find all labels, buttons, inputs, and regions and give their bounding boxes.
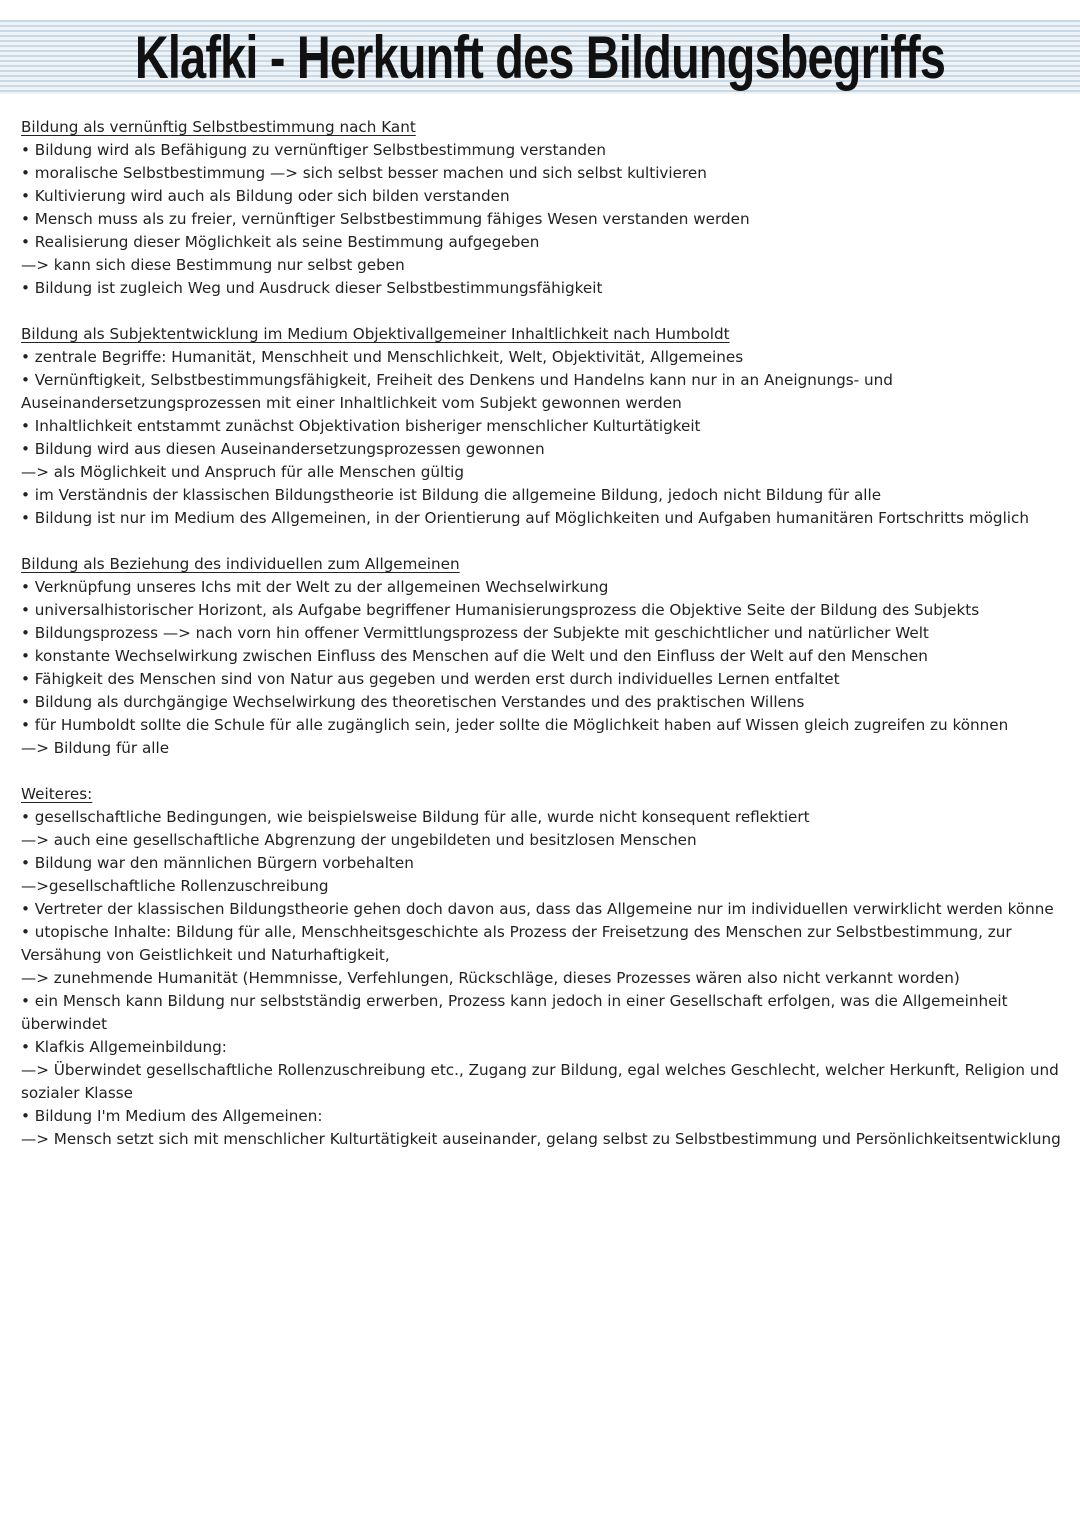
list-item: • moralische Selbstbestimmung —> sich selbst besser machen und sich selbst kultivieren — [21, 162, 1066, 185]
list-item: • für Humboldt sollte die Schule für alle zugänglich sein, jeder sollte die Möglichkeit haben auf Wissen gleich zugreifen zu können — [21, 714, 1066, 737]
list-item: • Bildung I'm Medium des Allgemeinen: — [21, 1105, 1066, 1128]
list-item: • ein Mensch kann Bildung nur selbstständig erwerben, Prozess kann jedoch in einer Gesellschaft erfolgen, was die Allgemeinheit überwindet — [21, 990, 1066, 1036]
list-item: • Vernünftigkeit, Selbstbestimmungsfähigkeit, Freiheit des Denkens und Handelns kann nur in an Aneignungs- und Auseinandersetzungsprozessen mit einer Inhaltlichkeit vom Subjekt gewonnen werden — [21, 369, 1066, 415]
arrow-line: —> Überwindet gesellschaftliche Rollenzuschreibung etc., Zugang zur Bildung, egal welches Geschlecht, welcher Herkunft, Religion und sozialer Klasse — [21, 1061, 1059, 1102]
section-heading: Bildung als vernünftig Selbstbestimmung nach Kant — [21, 118, 416, 136]
list-item: • Kultivierung wird auch als Bildung oder sich bilden verstanden — [21, 185, 1066, 208]
list-item: • Bildung als durchgängige Wechselwirkung des theoretischen Verstandes und des praktischen Willens — [21, 691, 1066, 714]
list-item: • universalhistorischer Horizont, als Aufgabe begriffener Humanisierungsprozess die Objektive Seite der Bildung des Subjekts — [21, 599, 1066, 622]
list-item: • Inhaltlichkeit entstammt zunächst Objektivation bisheriger menschlicher Kulturtätigkeit — [21, 415, 1066, 438]
list-item: • Mensch muss als zu freier, vernünftiger Selbstbestimmung fähiges Wesen verstanden werden — [21, 208, 1066, 231]
list-item: • im Verständnis der klassischen Bildungstheorie ist Bildung die allgemeine Bildung, jedoch nicht Bildung für alle — [21, 484, 1066, 507]
list-item: • Fähigkeit des Menschen sind von Natur aus gegeben und werden erst durch individuelles Lernen entfaltet — [21, 668, 1066, 691]
arrow-line: —> Bildung für alle — [21, 739, 170, 757]
list-item: • Bildung ist nur im Medium des Allgemeinen, in der Orientierung auf Möglichkeiten und Aufgaben humanitären Fortschritts möglich — [21, 507, 1066, 530]
list-item: • Vertreter der klassischen Bildungstheorie gehen doch davon aus, dass das Allgemeine nur im individuellen verwirklicht werden könne — [21, 898, 1066, 921]
list-item: • zentrale Begriffe: Humanität, Menschheit und Menschlichkeit, Welt, Objektivität, Allgemeines — [21, 346, 1066, 369]
arrow-line: —> Mensch setzt sich mit menschlicher Kulturtätigkeit auseinander, gelang selbst zu Selbstbestimmung und Persönlichkeitsentwicklung — [21, 1130, 1061, 1148]
arrow-line: —>gesellschaftliche Rollenzuschreibung — [21, 877, 329, 895]
document-body — [21, 116, 1066, 1174]
arrow-line: —> als Möglichkeit und Anspruch für alle Menschen gültig — [21, 463, 465, 481]
arrow-line: —> auch eine gesellschaftliche Abgrenzung der ungebildeten und besitzlosen Menschen — [21, 831, 697, 849]
list-item: • Bildung wird als Befähigung zu vernünftiger Selbstbestimmung verstanden — [21, 139, 1066, 162]
list-item: • gesellschaftliche Bedingungen, wie beispielsweise Bildung für alle, wurde nicht konsequent reflektiert — [21, 806, 1066, 829]
list-item: • Bildung ist zugleich Weg und Ausdruck dieser Selbstbestimmungsfähigkeit — [21, 277, 1066, 300]
section-individual-general — [21, 553, 1066, 760]
list-item: • Bildung war den männlichen Bürgern vorbehalten — [21, 852, 1066, 875]
section-kant — [21, 116, 1066, 300]
list-item: • konstante Wechselwirkung zwischen Einfluss des Menschen auf die Welt und den Einfluss der Welt auf den Menschen — [21, 645, 1066, 668]
list-item: • utopische Inhalte: Bildung für alle, Menschheitsgeschichte als Prozess der Freisetzung des Menschen zur Selbstbestimmung, zur Versähung von Geistlichkeit und Naturhaftigkeit, — [21, 921, 1066, 967]
section-humboldt — [21, 323, 1066, 530]
list-item: • Klafkis Allgemeinbildung: — [21, 1036, 1066, 1059]
section-heading: Bildung als Beziehung des individuellen zum Allgemeinen — [21, 555, 460, 573]
arrow-line: —> zunehmende Humanität (Hemmnisse, Verfehlungen, Rückschläge, dieses Prozesses wären also nicht verkannt worden) — [21, 969, 960, 987]
section-heading: Weiteres: — [21, 785, 93, 803]
page-title: Klafki - Herkunft des Bildungsbegriffs — [134, 24, 946, 91]
section-further — [21, 783, 1066, 1151]
list-item: • Verknüpfung unseres Ichs mit der Welt zu der allgemeinen Wechselwirkung — [21, 576, 1066, 599]
list-item: • Bildungsprozess —> nach vorn hin offener Vermittlungsprozess der Subjekte mit geschichtlicher und natürlicher Welt — [21, 622, 1066, 645]
list-item: • Bildung wird aus diesen Auseinandersetzungsprozessen gewonnen — [21, 438, 1066, 461]
list-item: • Realisierung dieser Möglichkeit als seine Bestimmung aufgegeben — [21, 231, 1066, 254]
section-heading: Bildung als Subjektentwicklung im Medium Objektivallgemeiner Inhaltlichkeit nach Humboldt — [21, 325, 730, 343]
arrow-line: —> kann sich diese Bestimmung nur selbst geben — [21, 256, 405, 274]
